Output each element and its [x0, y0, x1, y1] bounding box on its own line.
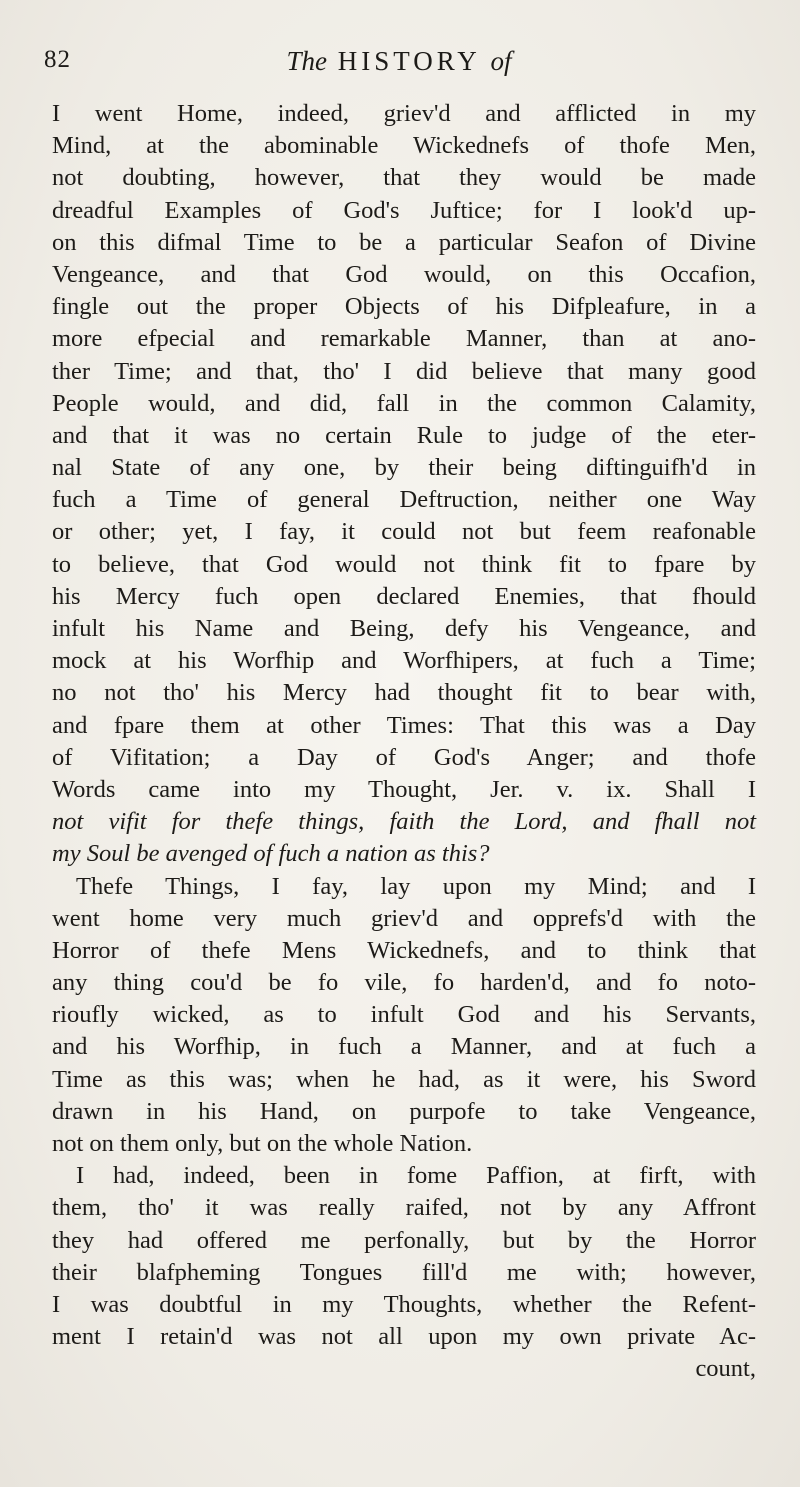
text-line: Mind, at the abominable Wickednefs of thofe Men, — [52, 132, 756, 160]
text-line: fuch a Time of general Deftruction, neither one Way — [52, 486, 756, 514]
running-head-of: of — [490, 46, 512, 76]
text-line: any thing cou'd be fo vile, fo harden'd, and fo noto- — [52, 969, 756, 997]
text-line: fingle out the proper Objects of his Difpleafure, in a — [52, 293, 756, 321]
text-line: drawn in his Hand, on purpofe to take Vengeance, — [52, 1097, 756, 1125]
text-line: no not tho' his Mercy had thought fit to bear with, — [52, 679, 756, 707]
text-line: infult his Name and Being, defy his Vengeance, and — [52, 615, 756, 642]
text-line: Time as this was; when he had, as it were, his Sword — [52, 1065, 756, 1093]
text-line: Words came into my Thought, Jer. v. ix. Shall I — [52, 775, 756, 803]
text-line-quotation: my Soul be avenged of fuch a nation as this? — [52, 840, 490, 868]
text-line: Vengeance, and that God would, on this Occafion, — [52, 260, 756, 288]
text-line: mock at his Worfhip and Worfhipers, at fuch a Time; — [52, 647, 756, 675]
text-line: dreadful Examples of God's Juftice; for I look'd up- — [52, 196, 756, 224]
text-line: or other; yet, I fay, it could not but feem reafonable — [52, 518, 756, 546]
running-head — [44, 46, 754, 77]
text-line: I was doubtful in my Thoughts, whether the Refent- — [52, 1290, 756, 1318]
catchword: count, — [695, 1355, 756, 1383]
text-line: ment I retain'd was not all upon my own private Ac- — [52, 1323, 756, 1351]
text-line: not on them only, but on the whole Nation. — [52, 1130, 473, 1157]
text-line: not doubting, however, that they would be made — [52, 164, 756, 192]
text-line: rioufly wicked, as to infult God and his Servants, — [52, 1001, 756, 1029]
text-line: I went Home, indeed, griev'd and afflicted in my — [52, 100, 756, 127]
text-line: on this difmal Time to be a particular Seafon of Divine — [52, 228, 756, 256]
body-text — [52, 98, 756, 1386]
text-line: more efpecial and remarkable Manner, than at ano- — [52, 325, 756, 353]
text-line-quotation: not vifit for thefe things, faith the Lord, and fhall not — [52, 808, 756, 836]
text-line: and that it was no certain Rule to judge of the eter- — [52, 421, 756, 449]
text-line: his Mercy fuch open declared Enemies, that fhould — [52, 582, 756, 610]
text-line: and fpare them at other Times: That this was a Day — [52, 711, 756, 739]
running-head-title: HISTORY — [337, 46, 480, 76]
text-line: I had, indeed, been in fome Paffion, at firft, with — [76, 1162, 756, 1190]
text-line: and his Worfhip, in fuch a Manner, and at fuch a — [52, 1033, 756, 1061]
page-number: 82 — [44, 46, 71, 73]
text-line: them, tho' it was really raifed, not by any Affront — [52, 1194, 756, 1222]
text-line: People would, and did, fall in the common Calamity, — [52, 389, 756, 417]
text-line: to believe, that God would not think fit to fpare by — [52, 550, 756, 578]
text-line: their blafpheming Tongues fill'd me with; however, — [52, 1258, 756, 1286]
text-line: of Vifitation; a Day of God's Anger; and thofe — [52, 743, 756, 771]
text-line: Horror of thefe Mens Wickednefs, and to think that — [52, 936, 756, 964]
text-line: went home very much griev'd and opprefs'd with the — [52, 904, 756, 932]
running-head-the: The — [286, 46, 327, 76]
text-line: Thefe Things, I fay, lay upon my Mind; and I — [76, 872, 756, 900]
text-line: they had offered me perfonally, but by the Horror — [52, 1226, 756, 1254]
text-line: nal State of any one, by their being diftinguifh'd in — [52, 454, 756, 482]
page-header — [44, 46, 754, 86]
text-line: ther Time; and that, tho' I did believe that many good — [52, 357, 756, 385]
